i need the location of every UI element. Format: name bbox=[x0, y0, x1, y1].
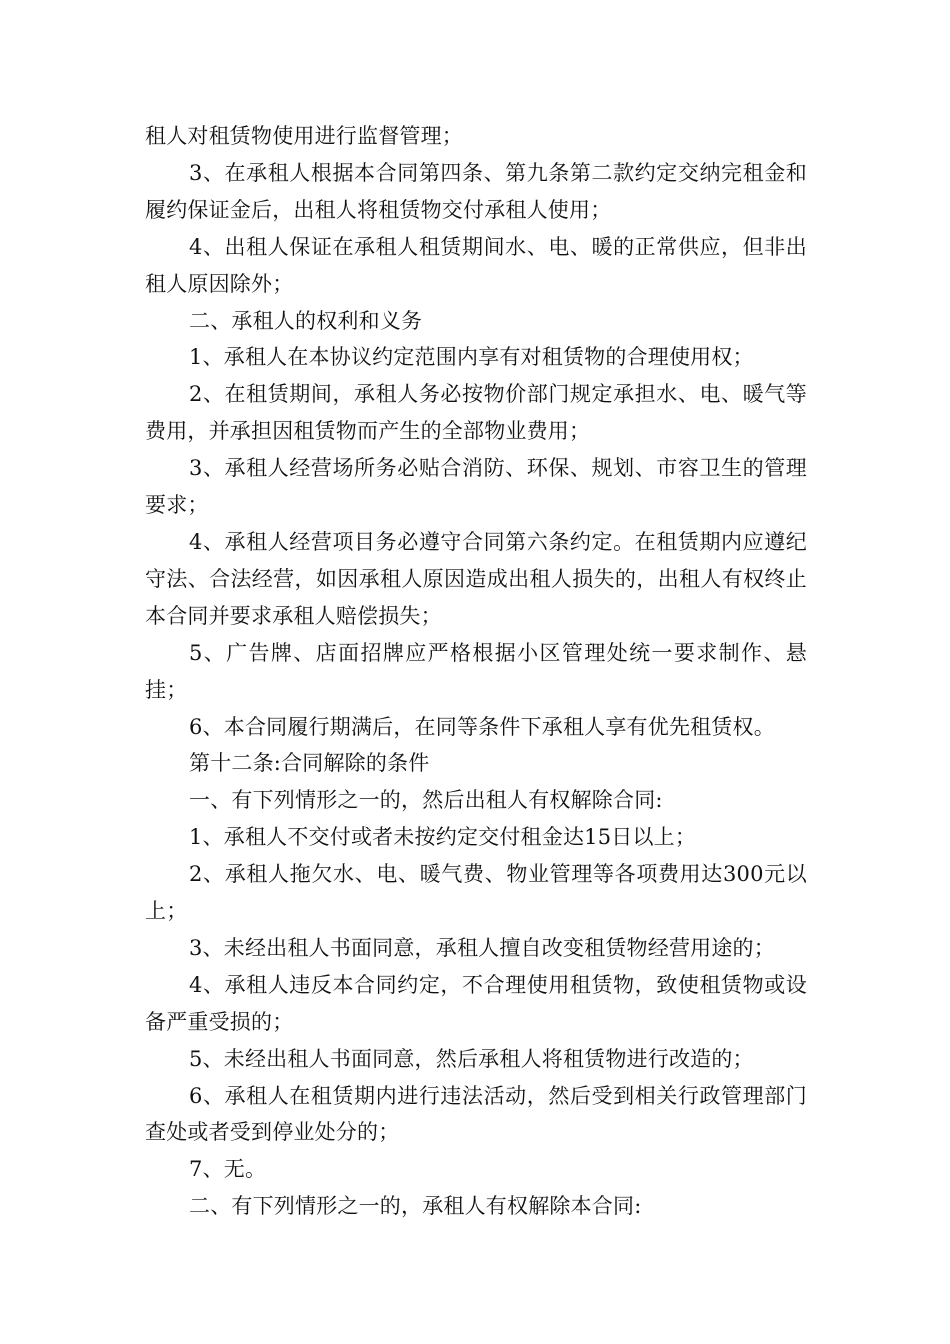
document-body bbox=[145, 118, 807, 1225]
paragraph-19: 7、无。 bbox=[189, 1157, 267, 1182]
paragraph-9: 5、广告牌、店面招牌应严格根据小区管理处统一要求制作、悬挂； bbox=[145, 640, 807, 702]
paragraph-10: 6、本合同履行期满后，在同等条件下承租人享有优先租赁权。 bbox=[189, 714, 775, 739]
paragraph-1: 租人对租赁物使用进行监督管理； bbox=[145, 124, 463, 148]
section-heading-tenant-rights: 二、承租人的权利和义务 bbox=[189, 308, 423, 333]
section-heading-tenant-termination: 二、有下列情形之一的，承租人有权解除本合同: bbox=[189, 1194, 642, 1219]
paragraph-15: 3、未经出租人书面同意，承租人擅自改变租赁物经营用途的； bbox=[189, 935, 775, 960]
paragraph-13: 1、承租人不交付或者未按约定交付租金达15日以上； bbox=[189, 825, 697, 850]
paragraph-5: 1、承租人在本协议约定范围内享有对租赁物的合理使用权； bbox=[189, 345, 754, 370]
paragraph-18: 6、承租人在租赁期内进行违法活动，然后受到相关行政管理部门查处或者受到停业处分的； bbox=[145, 1083, 807, 1145]
paragraph-16: 4、承租人违反本合同约定，不合理使用租赁物，致使租赁物或设备严重受损的； bbox=[145, 972, 807, 1034]
paragraph-17: 5、未经出租人书面同意，然后承租人将租赁物进行改造的； bbox=[189, 1046, 754, 1071]
paragraph-7: 3、承租人经营场所务必贴合消防、环保、规划、市容卫生的管理要求； bbox=[145, 456, 807, 518]
article-heading-12: 第十二条:合同解除的条件 bbox=[189, 751, 430, 776]
paragraph-14: 2、承租人拖欠水、电、暖气费、物业管理等各项费用达300元以上； bbox=[145, 862, 807, 924]
paragraph-6: 2、在租赁期间，承租人务必按物价部门规定承担水、电、暖气等费用，并承担因租赁物而产生的全部物业费用； bbox=[145, 382, 807, 444]
paragraph-2: 3、在承租人根据本合同第四条、第九条第二款约定交纳完租金和履约保证金后，出租人将租赁物交付承租人使用； bbox=[145, 160, 807, 222]
paragraph-8: 4、承租人经营项目务必遵守合同第六条约定。在租赁期内应遵纪守法、合法经营，如因承租人原因造成出租人损失的，出租人有权终止本合同并要求承租人赔偿损失； bbox=[145, 529, 807, 628]
section-heading-landlord-termination: 一、有下列情形之一的，然后出租人有权解除合同: bbox=[189, 788, 663, 813]
paragraph-3: 4、出租人保证在承租人租赁期间水、电、暖的正常供应，但非出租人原因除外； bbox=[145, 234, 807, 296]
